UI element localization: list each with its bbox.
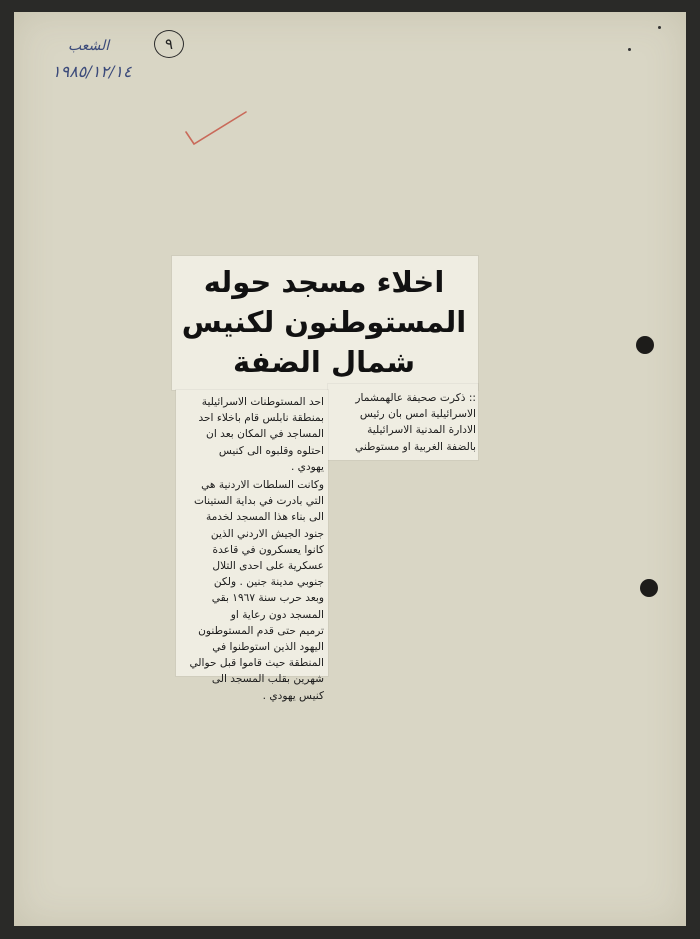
body-line: الاسرائيلية امس بان رئيس bbox=[359, 408, 476, 421]
body-line: الادارة المدنية الاسرائيلية bbox=[367, 424, 476, 437]
punch-hole-upper bbox=[636, 336, 654, 354]
ink-speck bbox=[628, 48, 631, 51]
body-line: جنوبي مدينة جنين . ولكن bbox=[213, 576, 324, 589]
paragraph-1 bbox=[180, 394, 324, 475]
red-pencil-mark bbox=[184, 110, 248, 150]
article-right-column bbox=[332, 390, 476, 455]
body-line: :: ذكرت صحيفة عالهمشمار bbox=[355, 392, 476, 404]
punch-hole-lower bbox=[640, 579, 658, 597]
body-line: المسجد دون رعاية او bbox=[230, 608, 324, 621]
body-line: اليهود الذين استوطنوا في bbox=[212, 641, 324, 654]
body-line: وكانت السلطات الاردنية هي bbox=[201, 479, 324, 492]
body-line: الى بناء هذا المسجد لخدمة bbox=[205, 511, 324, 524]
body-line: جنود الجيش الاردني الذين bbox=[210, 527, 324, 540]
headline-line: المستوطنون لكنيس bbox=[181, 305, 467, 339]
body-line: بالضفة الغربية او مستوطني bbox=[355, 440, 476, 453]
body-line: التي بادرت في بداية الستينات bbox=[193, 495, 324, 508]
ink-speck bbox=[658, 26, 661, 29]
handwritten-date: ١٩٨٥/١٢/١٤ bbox=[52, 62, 132, 81]
body-line: عسكرية على احدى التلال bbox=[212, 560, 324, 573]
body-line: المساجد في المكان بعد ان bbox=[206, 428, 324, 441]
body-line: كانوا يعسكرون في قاعدة bbox=[212, 543, 324, 556]
body-line: احد المستوطنات الاسرائيلية bbox=[201, 396, 324, 408]
body-line: يهودي . bbox=[290, 460, 324, 473]
archive-sheet bbox=[14, 12, 686, 926]
body-line: المنطقة حيث قاموا قبل حوالي bbox=[189, 657, 324, 670]
handwritten-source: الشعب bbox=[68, 38, 110, 54]
body-line: ترميم حتى قدم المستوطنون bbox=[198, 624, 324, 637]
body-line: وبعد حرب سنة ١٩٦٧ بقي bbox=[211, 592, 324, 605]
page-number-circle: ٩ bbox=[154, 30, 184, 58]
headline-line: شمال الضفة bbox=[233, 345, 415, 379]
article-left-column bbox=[180, 394, 324, 704]
paragraph-2 bbox=[180, 477, 324, 704]
body-line: بمنطقة نابلس قام باخلاء احد bbox=[198, 412, 324, 425]
body-line: احتلوه وقلبوه الى كنيس bbox=[218, 444, 324, 457]
body-line: كنيس يهودي . bbox=[262, 689, 324, 702]
article-headline bbox=[176, 262, 472, 382]
body-line: شهرين بقلب المسجد الى bbox=[211, 673, 324, 686]
headline-line: اخلاء مسجد حوله bbox=[203, 265, 445, 299]
